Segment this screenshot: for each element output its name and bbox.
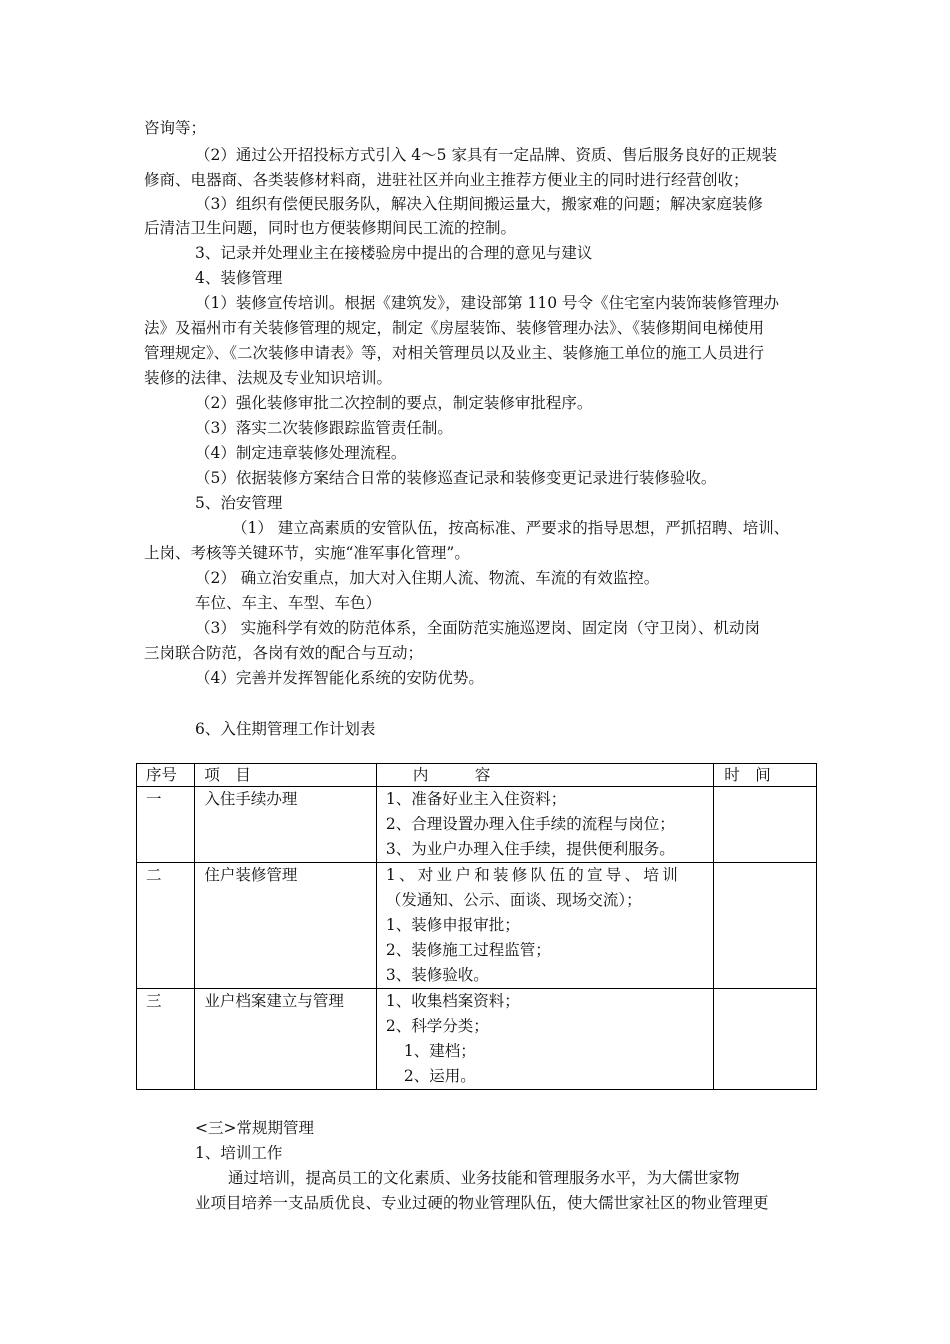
header-cell: 序号 <box>137 764 195 787</box>
paragraph-line: （5）依据装修方案结合日常的装修巡查记录和装修变更记录进行装修验收。 <box>195 469 717 487</box>
table-row <box>137 787 817 863</box>
paragraph-line: 后清洁卫生问题，同时也方便装修期间民工流的控制。 <box>144 219 517 237</box>
paragraph-line: （1）装修宣传培训。根据《建筑发》，建设部第 110 号令《住宅室内装饰装修管理办 <box>195 294 780 312</box>
paragraph-line: 通过培训，提高员工的文化素质、业务技能和管理服务水平，为大儒世家物 <box>228 1169 740 1187</box>
paragraph-line: 修商、电器商、各类装修材料商，进驻社区并向业主推荐方便业主的同时进行经营创收； <box>144 171 749 189</box>
row-time <box>714 989 817 1090</box>
paragraph-line: （2）通过公开招投标方式引入 4～5 家具有一定品牌、资质、售后服务良好的正规装 <box>195 146 777 164</box>
paragraph-line: （3） 实施科学有效的防范体系，全面防范实施巡逻岗、固定岗（守卫岗）、机动岗 <box>195 619 761 637</box>
table-caption: 6、入住期管理工作计划表 <box>195 720 376 738</box>
paragraph-line: （4）完善并发挥智能化系统的安防优势。 <box>195 669 484 687</box>
row-time <box>714 787 817 863</box>
section-heading: 1、培训工作 <box>195 1144 283 1162</box>
row-time <box>714 863 817 989</box>
row-number: 三 <box>137 989 195 1090</box>
header-cell: 时 间 <box>714 764 817 787</box>
paragraph-line: 业项目培养一支品质优良、专业过硬的物业管理队伍，使大儒世家社区的物业管理更 <box>195 1194 769 1212</box>
table-header-row <box>137 764 817 787</box>
paragraph-line: （3）组织有偿便民服务队，解决入住期间搬运量大，搬家难的问题；解决家庭装修 <box>195 195 763 213</box>
paragraph-line: 咨询等； <box>144 119 207 137</box>
header-cell: 内 容 <box>376 764 713 787</box>
paragraph-line: 管理规定》、《二次装修申请表》等，对相关管理员以及业主、装修施工单位的施工人员进行 <box>144 344 765 362</box>
paragraph-line: 上岗、考核等关键环节，实施“准军事化管理”。 <box>144 544 470 562</box>
row-item: 入住手续办理 <box>195 787 377 863</box>
row-item: 住户装修管理 <box>195 863 377 989</box>
paragraph-line: 法》及福州市有关装修管理的规定，制定《房屋装饰、装修管理办法》、《装修期间电梯使用 <box>144 319 765 337</box>
paragraph-line: （2）强化装修审批二次控制的要点，制定装修审批程序。 <box>195 394 593 412</box>
header-cell: 项 目 <box>195 764 377 787</box>
row-content: 1、准备好业主入住资料； 2、合理设置办理入住手续的流程与岗位； 3、为业户办理入住手续，提供便利服务。 <box>376 787 713 863</box>
row-content: 1、收集档案资料； 2、科学分类； 1、建档； 2、运用。 <box>376 989 713 1090</box>
row-item: 业户档案建立与管理 <box>195 989 377 1090</box>
table-row <box>137 989 817 1090</box>
paragraph-line: 车位、车主、车型、车色） <box>195 594 382 612</box>
paragraph-line: 三岗联合防范，各岗有效的配合与互动； <box>144 644 424 662</box>
row-content: 1、对业户和装修队伍的宣导、培训 （发通知、公示、面谈、现场交流）； 1、装修申报审批； 2、装修施工过程监管； 3、装修验收。 <box>376 863 713 989</box>
paragraph-line: （4）制定违章装修处理流程。 <box>195 444 407 462</box>
table-row <box>137 863 817 989</box>
plan-table <box>136 763 817 1090</box>
row-number: 二 <box>137 863 195 989</box>
section-heading: <三>常规期管理 <box>195 1119 314 1137</box>
section-heading: 5、治安管理 <box>195 494 283 512</box>
section-heading: 4、装修管理 <box>195 269 283 287</box>
paragraph-line: 装修的法律、法规及专业知识培训。 <box>144 369 393 387</box>
paragraph-line: （3）落实二次装修跟踪监管责任制。 <box>195 419 453 437</box>
paragraph-line: （1） 建立高素质的安管队伍，按高标准、严要求的指导思想，严抓招聘、培训、 <box>232 519 790 537</box>
paragraph-line: （2） 确立治安重点，加大对入住期人流、物流、车流的有效监控。 <box>195 569 660 587</box>
row-number: 一 <box>137 787 195 863</box>
section-heading: 3、记录并处理业主在接楼验房中提出的合理的意见与建议 <box>195 244 593 262</box>
